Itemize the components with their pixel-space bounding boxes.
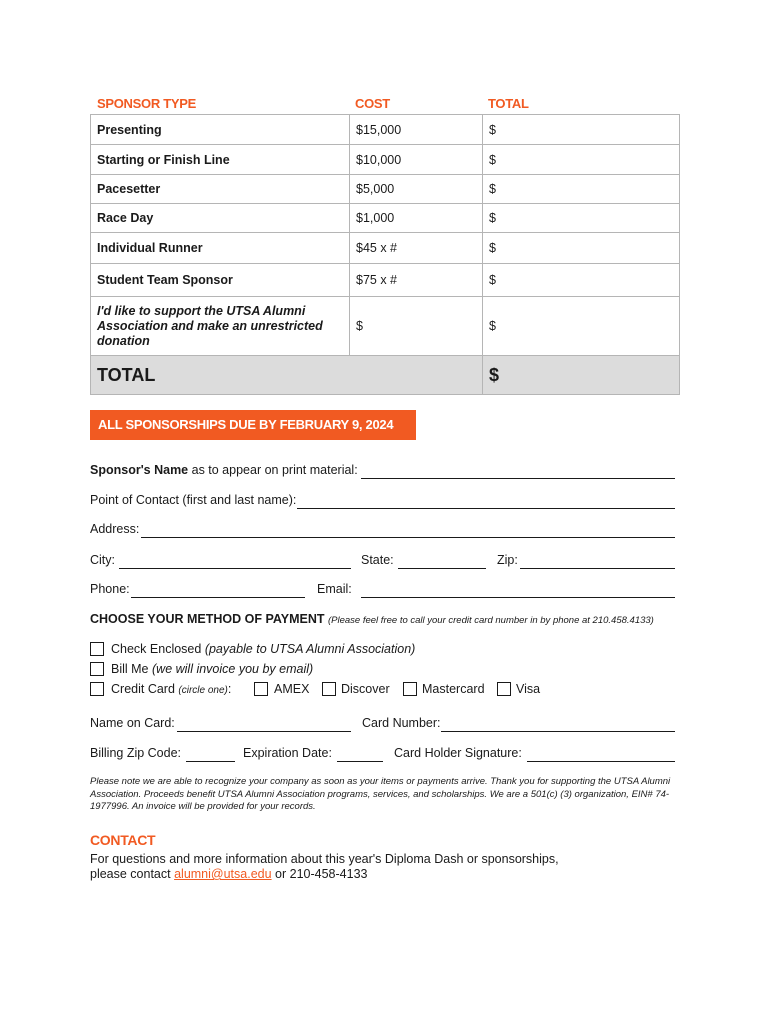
amex-label: AMEX	[274, 682, 310, 696]
discover-label: Discover	[341, 682, 390, 696]
state-label: State:	[361, 553, 394, 567]
credit-card-checkbox[interactable]	[90, 682, 104, 696]
payment-note: (Please feel free to call your credit card number in by phone at 210.458.4133)	[328, 615, 654, 626]
sponsor-name-field[interactable]	[361, 465, 675, 479]
email-label: Email:	[317, 582, 352, 596]
header-total: TOTAL	[488, 96, 529, 111]
check-enclosed-label	[111, 642, 415, 656]
total-value[interactable]: $	[483, 356, 680, 395]
mastercard-label: Mastercard	[422, 682, 485, 696]
sponsor-type-cell: I'd like to support the UTSA Alumni Association and make an unrestricted donation	[91, 297, 350, 356]
table-row	[91, 115, 680, 145]
card-number-label: Card Number:	[362, 716, 441, 730]
contact-line-2-pre: please contact	[90, 867, 175, 881]
contact-email-link[interactable]: alumni@utsa.edu	[174, 867, 272, 881]
contact-field[interactable]	[297, 495, 675, 509]
billing-zip-label: Billing Zip Code:	[90, 746, 182, 760]
header-sponsor-type: SPONSOR TYPE	[97, 96, 196, 111]
payment-heading	[90, 612, 654, 626]
zip-field[interactable]	[520, 555, 675, 569]
table-row	[91, 145, 680, 175]
bill-note: (we will invoice you by email)	[152, 662, 314, 676]
mastercard-checkbox[interactable]	[403, 682, 417, 696]
sponsor-type-cell: Starting or Finish Line	[91, 145, 350, 175]
bill-me-label	[111, 662, 313, 676]
credit-colon: :	[227, 682, 232, 696]
table-row	[91, 204, 680, 233]
table-header	[90, 96, 680, 114]
recognition-note: Please note we are able to recognize your company as soon as your items or payments arrive. Thank you for supporting the UTSA Alumni Association. Proceeds benefit UTSA Alumni Association programs, services, and scholarships. We are a 501(c) (3) organization, EIN# 74-1977996. An invoice will be provided for your records.	[90, 776, 671, 812]
sponsor-type-cell: Student Team Sponsor	[91, 264, 350, 297]
table-row	[91, 175, 680, 204]
amex-checkbox[interactable]	[254, 682, 268, 696]
cost-cell: $5,000	[350, 175, 483, 204]
check-enclosed-checkbox[interactable]	[90, 642, 104, 656]
table-row	[91, 264, 680, 297]
expiration-field[interactable]	[337, 748, 383, 762]
card-number-field[interactable]	[441, 718, 675, 732]
bill-me-checkbox[interactable]	[90, 662, 104, 676]
signature-field[interactable]	[527, 748, 675, 762]
expiration-label: Expiration Date:	[243, 746, 332, 760]
payment-title: CHOOSE YOUR METHOD OF PAYMENT	[90, 612, 325, 626]
name-on-card-field[interactable]	[177, 718, 351, 732]
zip-label: Zip:	[497, 553, 518, 567]
total-label: TOTAL	[91, 356, 483, 395]
sponsor-type-cell: Pacesetter	[91, 175, 350, 204]
visa-label: Visa	[516, 682, 541, 696]
sponsor-name-rest: as to appear on print material:	[188, 463, 358, 477]
sponsor-name-bold: Sponsor's Name	[90, 463, 189, 477]
visa-checkbox[interactable]	[497, 682, 511, 696]
name-on-card-label: Name on Card:	[90, 716, 175, 730]
credit-card-label	[111, 682, 231, 696]
state-field[interactable]	[398, 555, 486, 569]
total-cell[interactable]: $	[483, 145, 680, 175]
total-cell[interactable]: $	[483, 204, 680, 233]
contact-text	[90, 852, 559, 882]
credit-text: Credit Card	[111, 682, 175, 696]
cost-cell[interactable]: $	[350, 297, 483, 356]
contact-line-2	[90, 867, 559, 882]
phone-label: Phone:	[90, 582, 130, 596]
header-cost: COST	[355, 96, 390, 111]
contact-line-1: For questions and more information about this year's Diploma Dash or sponsorships,	[90, 852, 559, 866]
check-note: (payable to UTSA Alumni Association)	[204, 642, 416, 656]
email-field[interactable]	[361, 584, 675, 598]
discover-checkbox[interactable]	[322, 682, 336, 696]
billing-zip-field[interactable]	[186, 748, 235, 762]
check-text: Check Enclosed	[111, 642, 202, 656]
contact-label: Point of Contact (first and last name):	[90, 493, 297, 507]
contact-line-2-post: or 210-458-4133	[271, 867, 368, 881]
cost-cell: $1,000	[350, 204, 483, 233]
sponsor-type-cell: Presenting	[91, 115, 350, 145]
credit-note: (circle one)	[178, 685, 228, 696]
cost-cell: $15,000	[350, 115, 483, 145]
phone-field[interactable]	[131, 584, 305, 598]
sponsor-name-label	[90, 463, 358, 477]
city-label: City:	[90, 553, 115, 567]
sponsor-type-cell: Individual Runner	[91, 233, 350, 264]
signature-label: Card Holder Signature:	[394, 746, 522, 760]
deadline-banner: ALL SPONSORSHIPS DUE BY FEBRUARY 9, 2024	[90, 410, 416, 440]
bill-text: Bill Me	[111, 662, 149, 676]
total-cell[interactable]: $	[483, 233, 680, 264]
city-field[interactable]	[119, 555, 351, 569]
total-cell[interactable]: $	[483, 264, 680, 297]
sponsor-type-cell: Race Day	[91, 204, 350, 233]
total-row	[91, 356, 680, 395]
table-row	[91, 233, 680, 264]
cost-cell[interactable]: $75 x #	[350, 264, 483, 297]
contact-heading: CONTACT	[90, 832, 156, 848]
total-cell[interactable]: $	[483, 175, 680, 204]
total-cell[interactable]: $	[483, 115, 680, 145]
sponsor-table	[90, 114, 680, 395]
cost-cell[interactable]: $45 x #	[350, 233, 483, 264]
address-field[interactable]	[141, 524, 675, 538]
address-label: Address:	[90, 522, 140, 536]
total-cell[interactable]: $	[483, 297, 680, 356]
cost-cell: $10,000	[350, 145, 483, 175]
table-row	[91, 297, 680, 356]
